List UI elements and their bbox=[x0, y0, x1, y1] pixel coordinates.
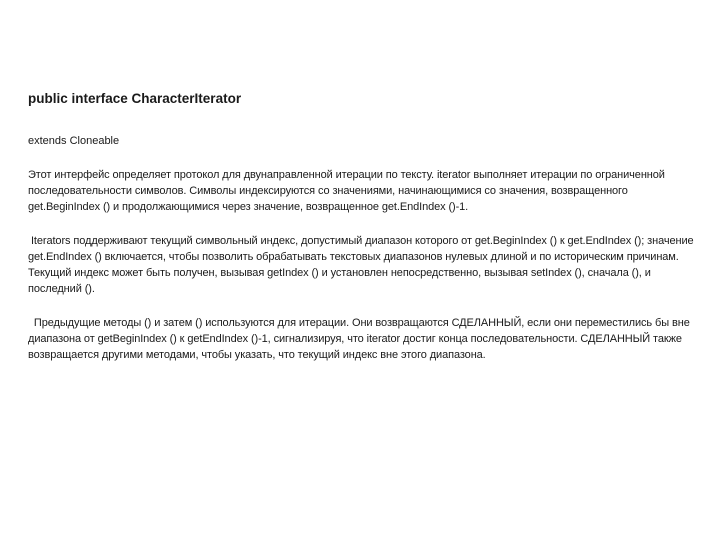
paragraph-iteration: Предыдущие методы () и затем () используются для итерации. Они возвращаются СДЕЛАННЫЙ, если они переместились бы вне диапазона от getBeginIndex () к getEndIndex ()-1, сигнализируя, что iterator достиг конца последовательности. СДЕЛАННЫЙ также возвращается другими методами, чтобы указать, что текущий индекс вне этого диапазона. bbox=[28, 317, 693, 361]
interface-title: public interface CharacterIterator bbox=[28, 91, 242, 106]
paragraph-description: Этот интерфейс определяет протокол для двунаправленной итерации по тексту. iterator выполняет итерации по ограниченной последовательности символов. Символы индексируются со значениями, начинающимися со значения, возвращенного get.BeginIndex () и продолжающимися через значение, возвращенное get.EndIndex ()-1. bbox=[28, 169, 668, 213]
paragraph-index: Iterators поддерживают текущий символьный индекс, допустимый диапазон которого от get.BeginIndex () к get.EndIndex (); значение get.EndIndex () включается, чтобы позволить обрабатывать текстовых диапазонов нулевых длиной и по историческим причинам. Текущий индекс может быть получен, вызывая getIndex () и установлен непосредственно, вызывая setIndex (), сначала (), и последний (). bbox=[28, 235, 697, 295]
extends-line: extends Cloneable bbox=[28, 135, 120, 147]
document-body bbox=[28, 90, 700, 381]
